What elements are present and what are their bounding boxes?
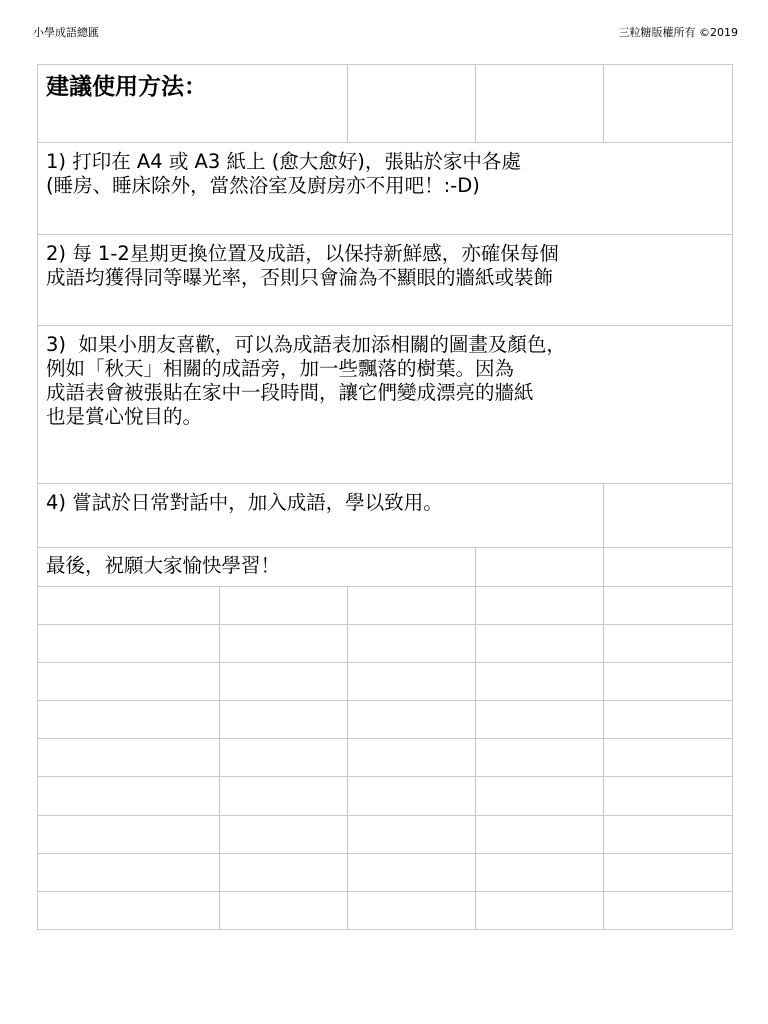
tip-row-1: [38, 143, 733, 234]
empty-cell: [604, 586, 733, 624]
empty-cell: [220, 663, 348, 701]
empty-cell: [220, 624, 348, 662]
empty-cell: [476, 739, 604, 777]
empty-cell: [38, 701, 220, 739]
empty-cell: [604, 701, 733, 739]
title-row: [38, 65, 733, 143]
empty-cell: [348, 853, 476, 891]
empty-cell: [476, 547, 604, 586]
tip-row-2: [38, 234, 733, 325]
blank-row: [38, 853, 733, 891]
copyright-notice: 三粒糖版權所有 ©2019: [618, 26, 738, 39]
blank-row: [38, 586, 733, 624]
empty-cell: [348, 815, 476, 853]
empty-cell: [348, 663, 476, 701]
empty-cell: [476, 624, 604, 662]
empty-cell: [476, 663, 604, 701]
empty-cell: [604, 663, 733, 701]
empty-cell: [604, 65, 733, 143]
empty-cell: [220, 586, 348, 624]
empty-cell: [476, 777, 604, 815]
empty-cell: [220, 739, 348, 777]
empty-cell: [348, 701, 476, 739]
empty-cell: [38, 777, 220, 815]
tip-row-3: [38, 325, 733, 484]
blank-row: [38, 815, 733, 853]
empty-cell: [348, 624, 476, 662]
empty-cell: [604, 891, 733, 929]
closing-row: [38, 547, 733, 586]
blank-row: [38, 701, 733, 739]
usage-title: 建議使用方法：: [46, 74, 207, 100]
empty-cell: [476, 815, 604, 853]
empty-cell: [476, 65, 604, 143]
empty-cell: [38, 739, 220, 777]
blank-row: [38, 777, 733, 815]
empty-cell: [604, 777, 733, 815]
tip-cell: [38, 143, 733, 234]
tip-row-4: [38, 484, 733, 547]
empty-cell: [220, 853, 348, 891]
empty-cell: [348, 777, 476, 815]
empty-cell: [38, 815, 220, 853]
title-cell: [38, 65, 348, 143]
empty-cell: [476, 853, 604, 891]
tip-cell: [38, 325, 733, 484]
tip-cell: [38, 484, 604, 547]
empty-cell: [38, 663, 220, 701]
tip-4-text: 4) 嘗試於日常對話中，加入成語，學以致用。: [46, 491, 443, 515]
empty-cell: [38, 624, 220, 662]
empty-cell: [604, 484, 733, 547]
empty-cell: [38, 586, 220, 624]
closing-cell: [38, 547, 476, 586]
empty-cell: [348, 891, 476, 929]
tip-3-text: 3) 如果小朋友喜歡，可以為成語表加添相關的圖畫及顏色， 例如「秋天」相關的成語旁，加一些飄落的樹葉。因為 成語表會被張貼在家中一段時間，讓它們變成漂亮的牆紙 也是賞心悅目的。: [46, 332, 566, 428]
empty-cell: [476, 586, 604, 624]
usage-guide-table: [37, 64, 733, 930]
empty-cell: [220, 891, 348, 929]
blank-row: [38, 624, 733, 662]
document-header-title: 小學成語總匯: [33, 26, 99, 39]
empty-cell: [476, 891, 604, 929]
closing-text: 最後，祝願大家愉快學習！: [46, 553, 281, 577]
blank-row: [38, 739, 733, 777]
empty-cell: [604, 739, 733, 777]
empty-cell: [604, 815, 733, 853]
empty-cell: [604, 547, 733, 586]
empty-cell: [604, 853, 733, 891]
empty-cell: [348, 65, 476, 143]
empty-cell: [38, 853, 220, 891]
empty-cell: [604, 624, 733, 662]
tip-cell: [38, 234, 733, 325]
empty-cell: [476, 701, 604, 739]
empty-cell: [348, 586, 476, 624]
empty-cell: [348, 739, 476, 777]
blank-row: [38, 891, 733, 929]
empty-cell: [220, 777, 348, 815]
tip-1-text: 1) 打印在 A4 或 A3 紙上 (愈大愈好)，張貼於家中各處 (睡房、睡床除外，當然浴室及廚房亦不用吧！:-D): [46, 150, 521, 198]
empty-cell: [220, 701, 348, 739]
empty-cell: [220, 815, 348, 853]
blank-row: [38, 663, 733, 701]
tip-2-text: 2) 每 1-2星期更換位置及成語，以保持新鮮感，亦確保每個 成語均獲得同等曝光率，否則只會淪為不顯眼的牆紙或裝飾: [46, 241, 559, 289]
empty-cell: [38, 891, 220, 929]
